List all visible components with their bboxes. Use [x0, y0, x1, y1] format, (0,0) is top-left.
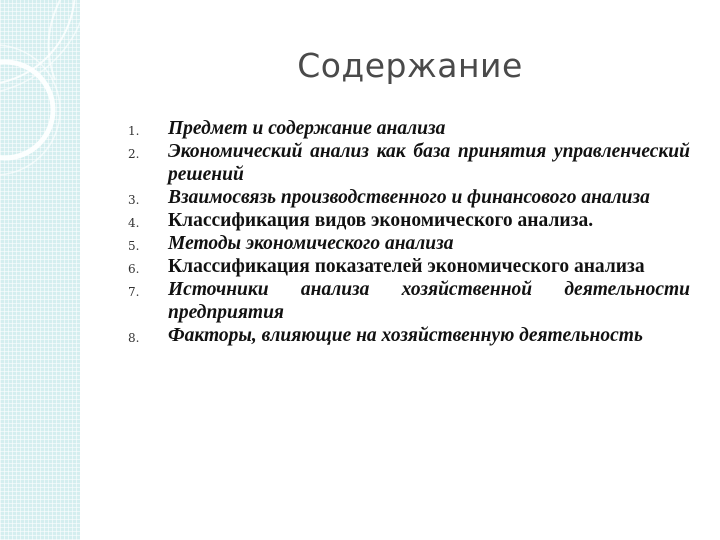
decorative-circles — [0, 0, 80, 540]
item-number: 8. — [128, 331, 140, 345]
item-text: Методы экономического анализа — [168, 233, 454, 254]
list-item — [128, 232, 690, 255]
item-number: 7. — [128, 285, 140, 299]
list-item — [128, 209, 690, 232]
list-item — [128, 324, 690, 347]
item-text: Взаимосвязь производственного и финансового анализа — [168, 187, 650, 208]
item-text: Классификация видов экономического анализа. — [168, 210, 594, 231]
list-item — [128, 186, 690, 209]
list-item — [128, 255, 690, 278]
list-item — [128, 117, 690, 140]
list-item — [128, 278, 690, 324]
item-number: 5. — [128, 239, 140, 253]
list-item — [128, 140, 690, 186]
item-text: Источники анализа хозяйственной деятельности предприятия — [168, 279, 690, 323]
slide-title: Содержание — [297, 46, 523, 85]
item-number: 4. — [128, 216, 140, 230]
contents-list — [128, 117, 690, 347]
item-number: 1. — [128, 124, 140, 138]
item-text: Классификация показателей экономического анализа — [168, 256, 645, 277]
item-text: Факторы, влияющие на хозяйственную деятельность — [168, 325, 643, 346]
item-text: Экономический анализ как база принятия управленческий решений — [168, 141, 690, 185]
item-number: 2. — [128, 147, 140, 161]
item-number: 6. — [128, 262, 140, 276]
item-number: 3. — [128, 193, 140, 207]
item-text: Предмет и содержание анализа — [168, 118, 446, 139]
